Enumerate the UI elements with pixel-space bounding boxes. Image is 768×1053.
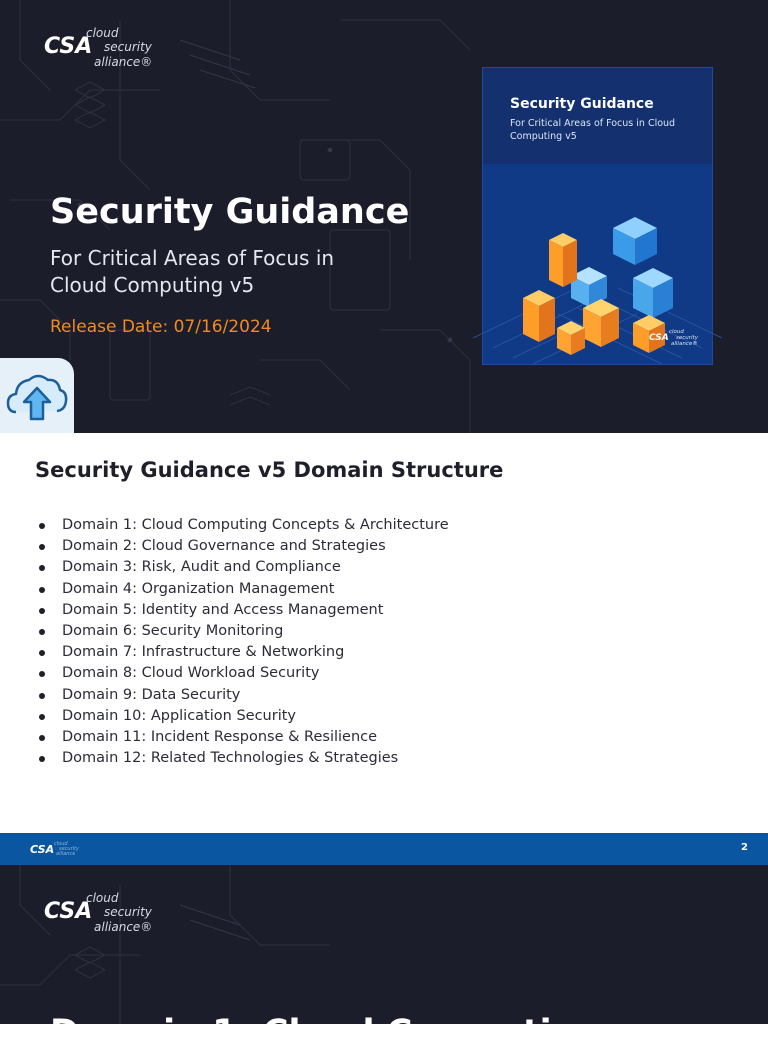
list-item: Domain 1: Cloud Computing Concepts & Architecture <box>35 515 449 536</box>
hero-title: Security Guidance <box>50 192 410 232</box>
csa-logo <box>44 26 164 72</box>
cloud-upload-icon <box>0 358 74 433</box>
csa-logo-word-cloud: cloud <box>86 891 119 905</box>
list-item: Domain 5: Identity and Access Management <box>35 600 449 621</box>
release-date: Release Date: 07/16/2024 <box>50 317 272 337</box>
book-cover-image <box>483 68 712 364</box>
cover-title: Security Guidance <box>510 96 654 112</box>
section-title: Security Guidance v5 Domain Structure <box>35 458 504 482</box>
list-item: Domain 9: Data Security <box>35 685 449 706</box>
cover-subtitle: For Critical Areas of Focus in Cloud Computing v5 <box>510 118 676 142</box>
list-item: Domain 4: Organization Management <box>35 579 449 600</box>
page-footer <box>0 833 768 865</box>
list-item: Domain 12: Related Technologies & Strategies <box>35 748 449 769</box>
csa-logo-word-alliance: alliance® <box>94 55 153 69</box>
next-page-preview <box>0 865 768 1053</box>
footer-logo-word-security: security <box>59 846 79 852</box>
page-number: 2 <box>741 842 748 853</box>
csa-logo-mark: CSA <box>44 899 93 924</box>
hero-subtitle <box>50 245 410 299</box>
upload-button[interactable] <box>0 358 74 433</box>
hero-subtitle-line-2: Cloud Computing v5 <box>50 273 255 297</box>
background-circuit-pattern <box>0 865 768 1024</box>
list-item: Domain 2: Cloud Governance and Strategies <box>35 536 449 557</box>
footer-csa-logo <box>30 841 90 859</box>
list-item: Domain 6: Security Monitoring <box>35 621 449 642</box>
csa-logo-mark: CSA <box>44 34 93 59</box>
footer-logo-mark: CSA <box>30 843 55 856</box>
cover-logo-word-cloud: cloud <box>669 329 684 335</box>
cover-logo-word-alliance: alliance® <box>671 341 698 347</box>
list-item: Domain 8: Cloud Workload Security <box>35 663 449 684</box>
cover-header <box>483 68 712 164</box>
list-item: Domain 7: Infrastructure & Networking <box>35 642 449 663</box>
list-item: Domain 11: Incident Response & Resilience <box>35 727 449 748</box>
csa-logo-word-alliance: alliance® <box>94 920 153 934</box>
footer-logo-word-cloud: cloud <box>54 841 68 847</box>
hero-subtitle-line-1: For Critical Areas of Focus in <box>50 246 335 270</box>
csa-logo-word-security: security <box>104 40 152 54</box>
csa-logo-word-cloud: cloud <box>86 26 119 40</box>
footer-logo-word-alliance: alliance <box>56 851 76 857</box>
cover-csa-logo <box>649 328 709 354</box>
cover-logo-mark: CSA <box>649 333 669 343</box>
cover-logo-word-security: security <box>676 335 698 341</box>
list-item: Domain 10: Application Security <box>35 706 449 727</box>
csa-logo-word-security: security <box>104 905 152 919</box>
csa-logo <box>44 891 164 937</box>
list-item: Domain 3: Risk, Audit and Compliance <box>35 557 449 578</box>
domain-list <box>35 515 449 769</box>
next-page-title: Domain 1: Cloud Computing <box>50 1013 602 1053</box>
hero-banner <box>0 0 768 433</box>
